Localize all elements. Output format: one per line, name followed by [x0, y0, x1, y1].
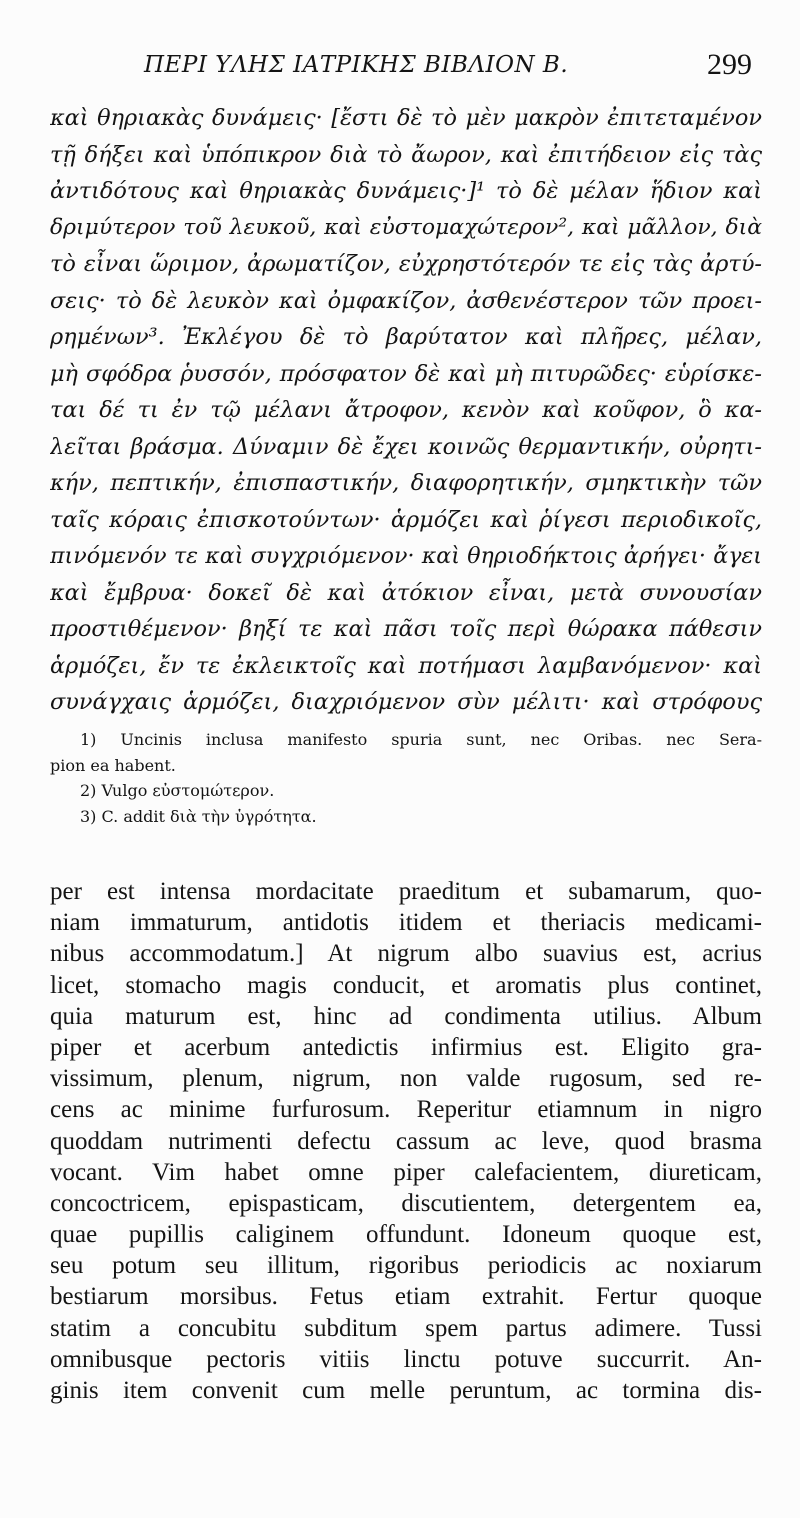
greek-line: κήν, πεπτικήν, ἐπισπαστικήν, διαφορητικήν, σμηκτικὴν τῶν — [50, 470, 762, 496]
latin-line: vocant. Vim habet omne piper calefacientem, diureticam, — [50, 1158, 762, 1186]
greek-line: ἀντιδότους καὶ θηριακὰς δυνάμεις·]¹ τὸ δὲ μέλαν ἥδιον καὶ — [50, 178, 762, 204]
footnotes — [50, 727, 762, 829]
latin-line: quia maturum est, hinc ad condimenta utilius. Album — [50, 1002, 762, 1030]
greek-line: λεῖται βράσμα. Δύναμιν δὲ ἔχει κοινῶς θερμαντικήν, οὐρητι- — [50, 433, 762, 460]
running-title: ΠΕΡΙ ΥΛΗΣ ΙΑΤΡΙΚΗΣ ΒΙΒΛΙΟΝ Β. — [144, 52, 569, 78]
latin-line: vissimum, plenum, nigrum, non valde rugosum, sed re- — [50, 1065, 762, 1093]
footnote-1-continuation: pion ea habent. — [50, 755, 176, 775]
greek-line: δριμύτερον τοῦ λευκοῦ, καὶ εὐστομαχώτερον², καὶ μᾶλλον, διὰ — [50, 214, 762, 240]
greek-line: ρημένων³. Ἐκλέγου δὲ τὸ βαρύτατον καὶ πλῆρες, μέλαν, — [50, 324, 762, 350]
greek-line: προστιθέμενον· βηξί τε καὶ πᾶσι τοῖς περὶ θώρακα πάθεσιν — [50, 616, 762, 642]
latin-line: cens ac minime furfurosum. Reperitur etiamnum in nigro — [50, 1096, 762, 1124]
greek-line: τὸ εἶναι ὥριμον, ἀρωματίζον, εὐχρηστότερόν τε εἰς τὰς ἀρτύ- — [50, 251, 762, 277]
latin-text-block — [50, 876, 762, 1406]
page-number: 299 — [707, 48, 752, 81]
latin-line: omnibusque pectoris vitiis linctu potuve succurrit. An- — [50, 1345, 762, 1373]
greek-line: ἁρμόζει, ἔν τε ἐκλεικτοῖς καὶ ποτήμασι λαμβανόμενον· καὶ — [50, 652, 762, 679]
latin-line: licet, stomacho magis conducit, et aromatis plus continet, — [50, 971, 762, 999]
latin-line: niam immaturum, antidotis itidem et theriacis medicami- — [50, 909, 762, 937]
latin-line: nibus accommodatum.] At nigrum albo suavius est, acrius — [50, 940, 762, 968]
latin-line: seu potum seu illitum, rigoribus periodicis ac noxiarum — [50, 1252, 762, 1280]
latin-line: quae pupillis caliginem offundunt. Idoneum quoque est, — [50, 1221, 762, 1249]
latin-line: per est intensa mordacitate praeditum et subamarum, quo- — [50, 878, 762, 905]
greek-line: ται δέ τι ἐν τῷ μέλανι ἄτροφον, κενὸν καὶ κοῦφον, ὃ κα- — [50, 397, 762, 423]
latin-line: quoddam nutrimenti defectu cassum ac leve, quod brasma — [50, 1127, 762, 1155]
greek-line: καὶ ἔμβρυα· δοκεῖ δὲ καὶ ἀτόκιον εἶναι, μετὰ συνουσίαν — [50, 579, 762, 606]
greek-line: σεις· τὸ δὲ λευκὸν καὶ ὀμφακίζον, ἀσθενέστερον τῶν προει- — [50, 287, 762, 314]
footnote-2: 2) Vulgo εὐστομώτερον. — [80, 781, 275, 800]
latin-line: concoctricem, epispasticam, discutientem, detergentem ea, — [50, 1189, 762, 1217]
footnote-3: 3) C. addit διὰ τὴν ὑγρότητα. — [80, 806, 317, 826]
running-head — [56, 48, 760, 88]
greek-text-block — [50, 100, 762, 721]
greek-line: ταῖς κόραις ἐπισκοτούντων· ἁρμόζει καὶ ῥίγεσι περιοδικοῖς, — [50, 506, 762, 533]
greek-line: τῇ δήξει καὶ ὑπόπικρον διὰ τὸ ἄωρον, καὶ ἐπιτήδειον εἰς τὰς — [50, 141, 762, 168]
latin-line: ginis item convenit cum melle peruntum, ac tormina dis- — [50, 1377, 762, 1404]
greek-line: συνάγχαις ἁρμόζει, διαχριόμενον σὺν μέλιτι· καὶ στρόφους — [50, 689, 762, 715]
latin-line: piper et acerbum antedictis infirmius est. Eligito gra- — [50, 1033, 762, 1061]
greek-line: πινόμενόν τε καὶ συγχριόμενον· καὶ θηριοδήκτοις ἀρήγει· ἄγει — [50, 543, 762, 569]
greek-line: μὴ σφόδρα ῥυσσόν, πρόσφατον δὲ καὶ μὴ πιτυρῶδες· εὑρίσκε- — [50, 360, 762, 387]
footnote-1: 1) Uncinis inclusa manifesto spuria sunt, nec Oribas. nec Sera- — [80, 730, 762, 749]
greek-line: καὶ θηριακὰς δυνάμεις· [ἔστι δὲ τὸ μὲν μακρὸν ἐπιτεταμένον — [50, 105, 762, 131]
latin-line: statim a concubitu subditum spem partus adimere. Tussi — [50, 1314, 762, 1342]
latin-line: bestiarum morsibus. Fetus etiam extrahit. Fertur quoque — [50, 1283, 762, 1311]
